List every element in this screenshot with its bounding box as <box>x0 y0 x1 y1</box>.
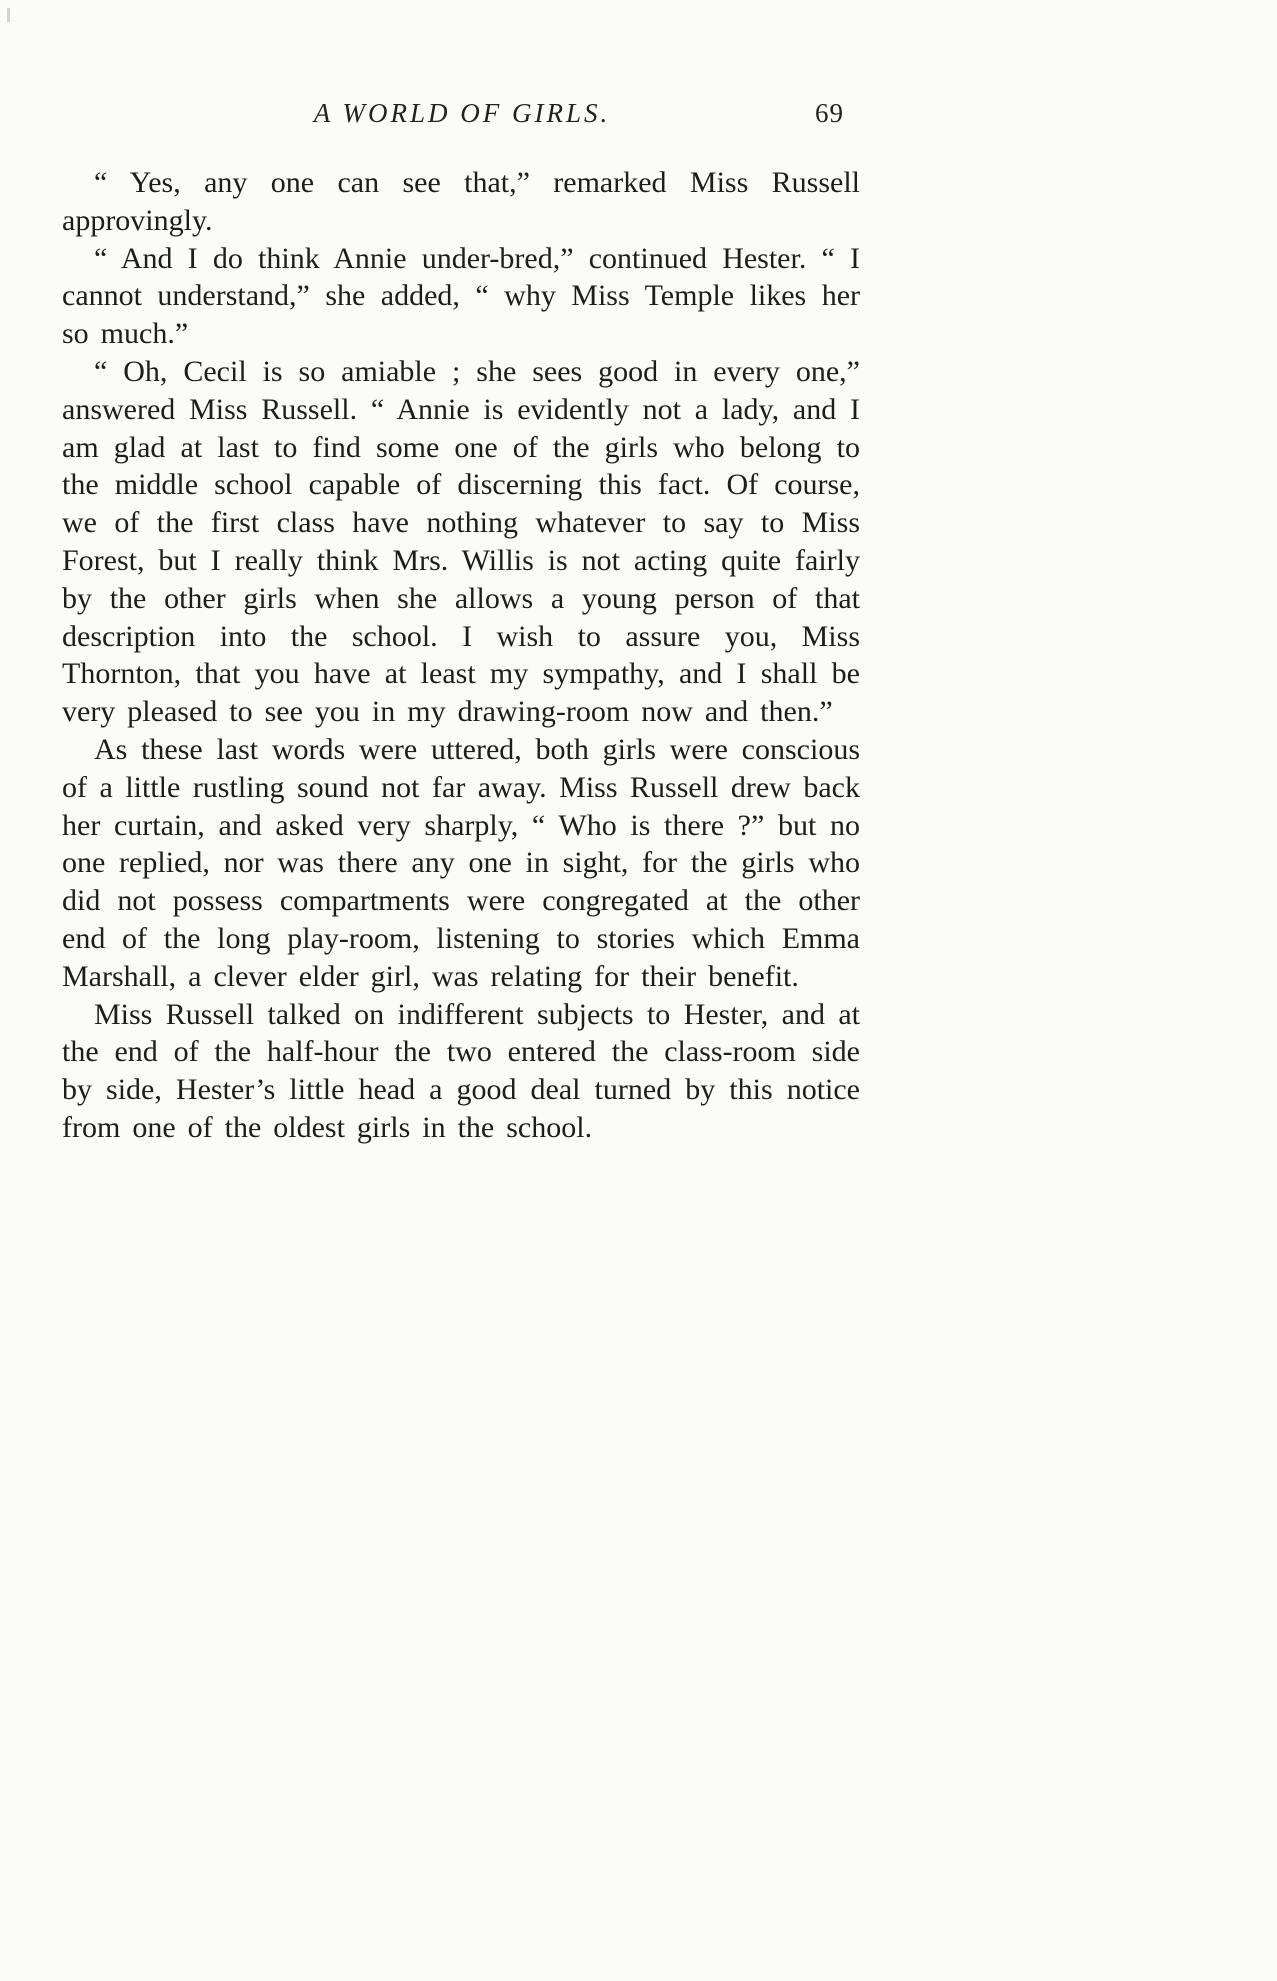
running-header <box>62 98 862 138</box>
paragraph-5: Miss Russell talked on indifferent subjects to Hester, and at the end of the half-hour the two entered the class-room side by side, Hester’s little head a good deal turned by this notice from one of the oldest girls in the school. <box>62 997 860 1144</box>
paragraph-2: “ And I do think Annie under-bred,” continued Hester. “ I cannot understand,” she added, “ why Miss Temple likes her so much.” <box>62 241 860 351</box>
paragraph-3: “ Oh, Cecil is so amiable ; she sees good in every one,” answered Miss Russell. “ Annie is evidently not a lady, and I am glad at last to find some one of the girls who belong to the middle school capable of discerning this fact. Of course, we of the first class have nothing whatever to say to Miss Forest, but I really think Mrs. Willis is not acting quite fairly by the other girls when she allows a young person of that description into the school. I wish to assure you, Miss Thornton, that you have at least my sympathy, and I shall be very pleased to see you in my drawing-room now and then.” <box>62 354 860 729</box>
paragraph-4: As these last words were uttered, both girls were conscious of a little rustling sound not far away. Miss Russell drew back her curtain, and asked very sharply, “ Who is there ?” but no one replied, nor was there any one in sight, for the girls who did not possess compartments were congregated at the other end of the long play-room, listening to stories which Emma Marshall, a clever elder girl, was relating for their benefit. <box>62 732 860 993</box>
paragraph-1: “ Yes, any one can see that,” remarked Miss Russell approvingly. <box>62 166 860 237</box>
scan-artifact <box>7 8 10 22</box>
page-number: 69 <box>815 98 844 128</box>
body-text <box>62 164 860 1147</box>
running-title: A WORLD OF GIRLS. <box>313 98 611 128</box>
